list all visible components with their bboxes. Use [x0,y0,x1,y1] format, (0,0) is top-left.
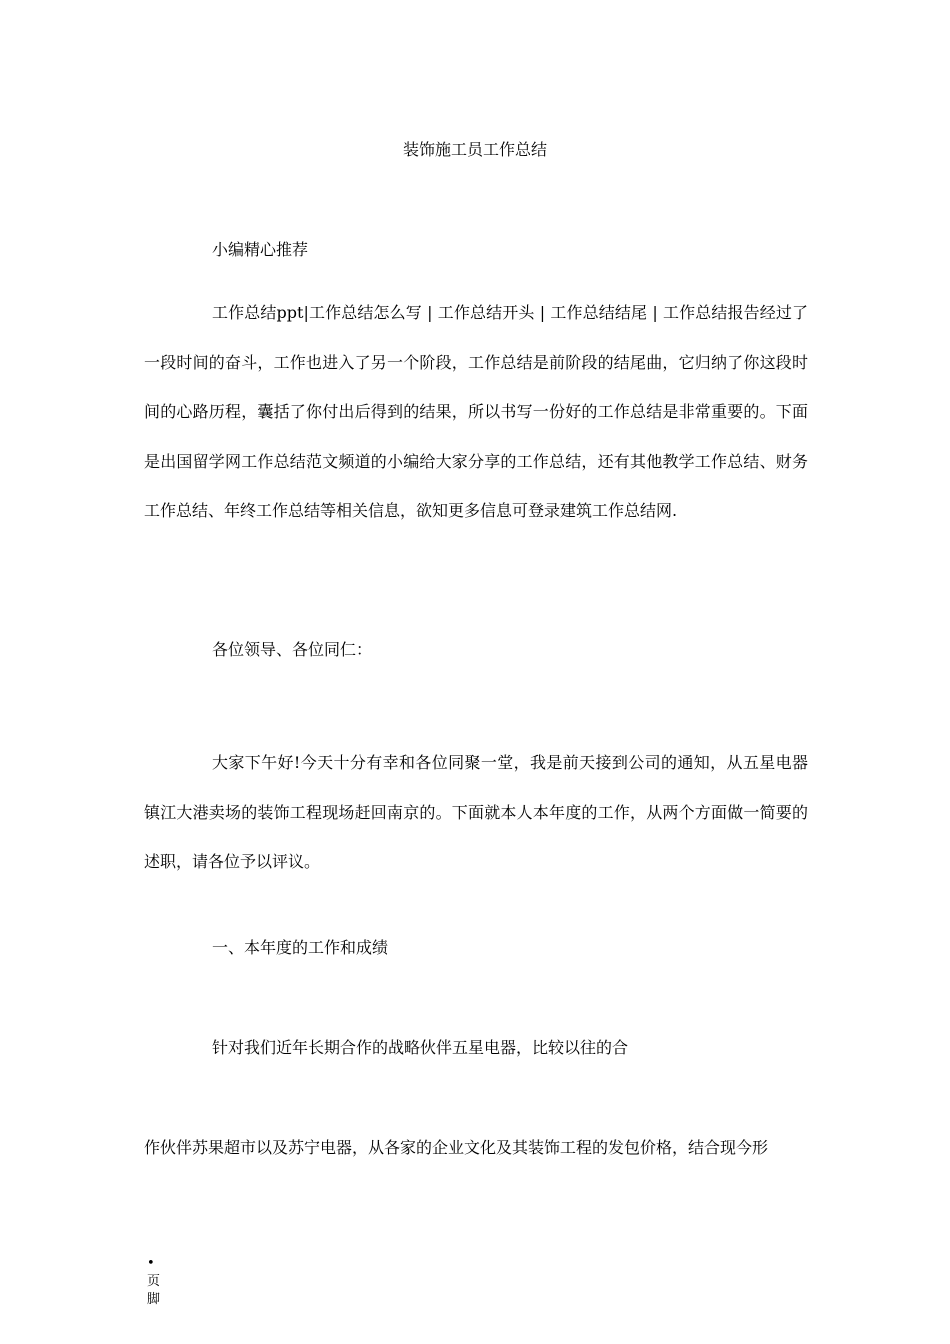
body-paragraph-2: 针对我们近年长期合作的战略伙伴五星电器，比较以往的合 [212,1038,629,1057]
recommend-label: 小编精心推荐 [212,240,309,259]
greeting-paragraph: 各位领导、各位同仁： [212,640,373,659]
body-paragraph-1: 大家下午好!今天十分有幸和各位同聚一堂，我是前天接到公司的通知，从五星电器镇江大港卖场的装饰工程现场赶回南京的。下面就本人本年度的工作，从两个方面做一简要的述职，请各位予以评议。 [144,753,808,871]
document-title: 装饰施工员工作总结 [402,140,547,159]
page-footer: •页脚 [147,1256,161,1307]
body-paragraph-3: 作伙伴苏果超市以及苏宁电器，从各家的企业文化及其装饰工程的发包价格，结合现今形 [144,1138,769,1157]
section-heading: 一、本年度的工作和成绩 [212,938,389,957]
intro-paragraph: 工作总结ppt|工作总结怎么写 | 工作总结开头 | 工作总结结尾 | 工作总结报告经过了一段时间的奋斗，工作也进入了另一个阶段，工作总结是前阶段的结尾曲，它归纳了你这段时间的心路历程，囊括了你付出后得到的结果，所以书写一份好的工作总结是非常重要的。下面是出国留学网工作总结范文频道的小编给大家分享的工作总结，还有其他教学工作总结、财务工作总结、年终工作总结等相关信息，欲知更多信息可登录建筑工作总结网. [144,303,808,521]
